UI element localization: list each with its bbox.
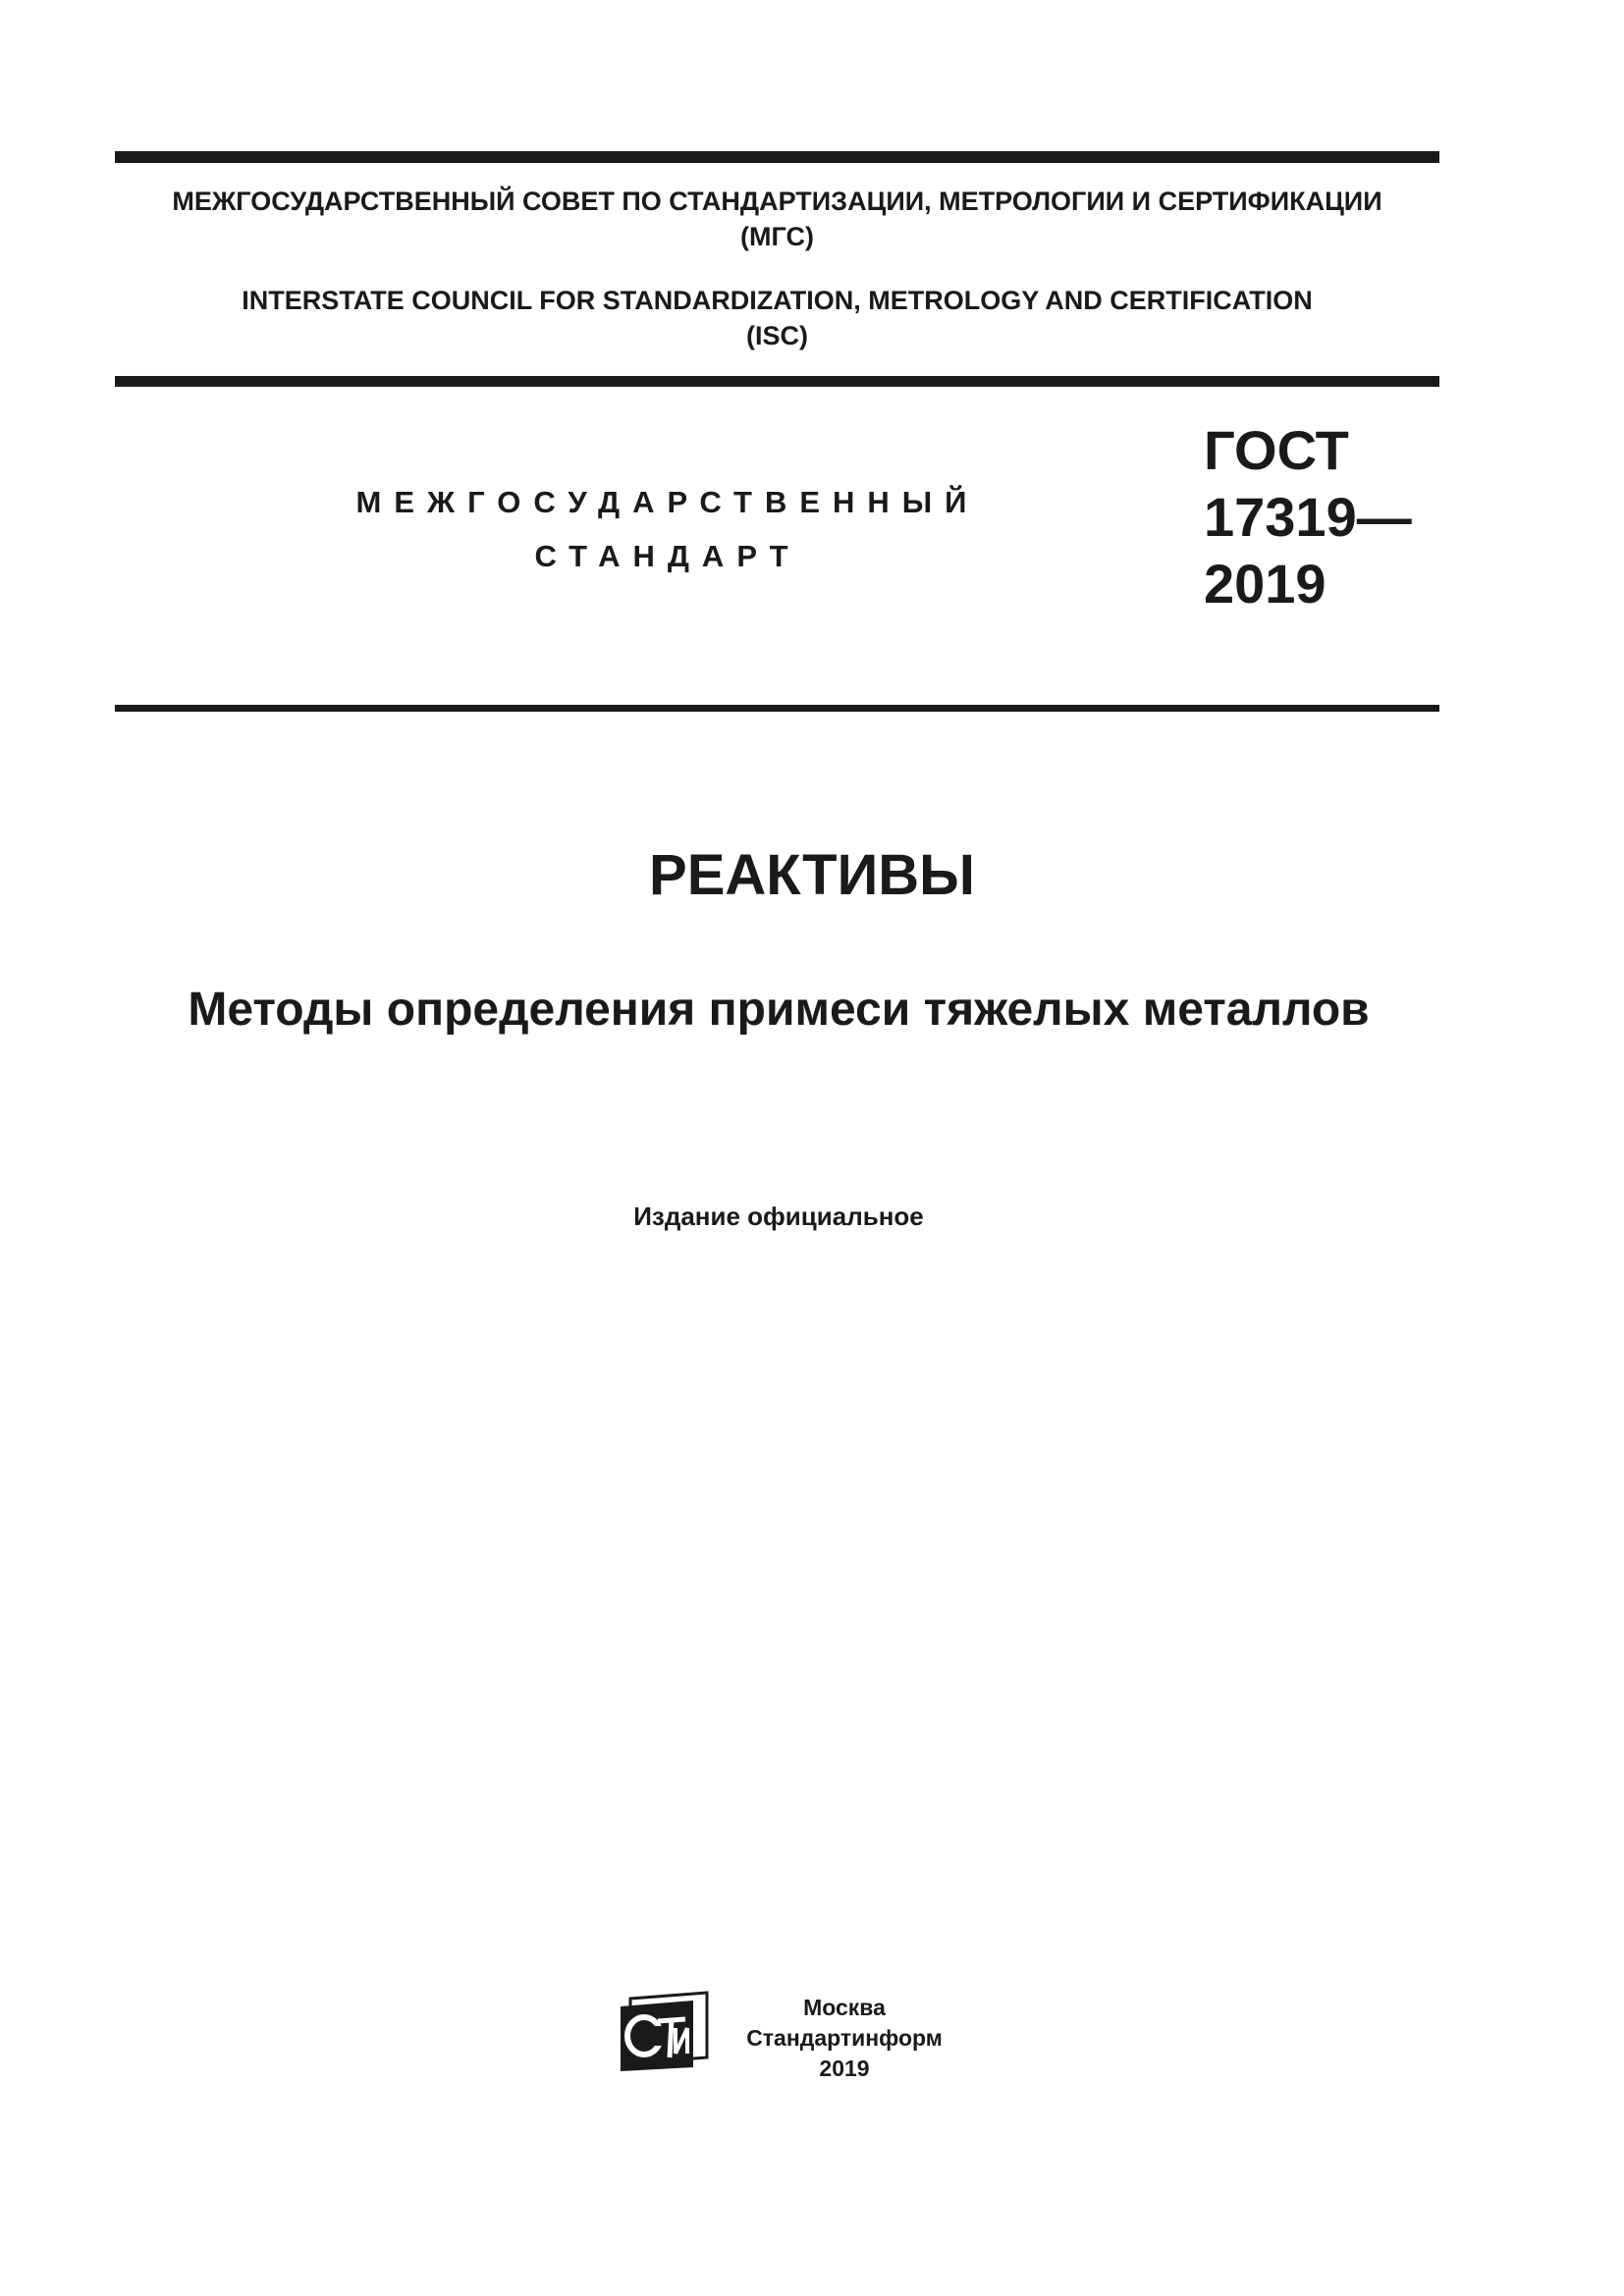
standard-type-line1: МЕЖГОСУДАРСТВЕННЫЙ [355, 485, 980, 519]
publisher-year: 2019 [819, 2056, 870, 2081]
top-divider [115, 151, 1439, 163]
edition-note: Издание официальное [633, 1201, 924, 1231]
council-name-en [115, 283, 1439, 353]
bottom-divider [115, 705, 1439, 712]
council-en-name: INTERSTATE COUNCIL FOR STANDARDIZATION, METROLOGY AND CERTIFICATION [242, 286, 1313, 315]
gost-designation [1204, 417, 1412, 617]
gost-number: 17319— [1204, 486, 1412, 548]
council-ru-abbr: (МГС) [740, 222, 814, 251]
publisher-name: Стандартинформ [746, 2025, 943, 2051]
standard-type-line2: СТАНДАРТ [534, 539, 801, 573]
council-name-ru [115, 184, 1439, 254]
document-title: РЕАКТИВЫ [649, 843, 975, 907]
publisher-imprint [727, 1993, 962, 2084]
council-en-abbr: (ISC) [746, 321, 808, 350]
standartinform-logo-icon [617, 1989, 711, 2071]
standard-type [295, 475, 1041, 583]
middle-divider [115, 376, 1439, 387]
publisher-city: Москва [803, 1995, 886, 2020]
document-subtitle: Методы определения примеси тяжелых металлов [188, 984, 1370, 1036]
gost-year: 2019 [1204, 553, 1326, 614]
council-ru-name: МЕЖГОСУДАРСТВЕННЫЙ СОВЕТ ПО СТАНДАРТИЗАЦИИ, МЕТРОЛОГИИ И СЕРТИФИКАЦИИ [172, 187, 1382, 216]
gost-label: ГОСТ [1204, 419, 1349, 481]
